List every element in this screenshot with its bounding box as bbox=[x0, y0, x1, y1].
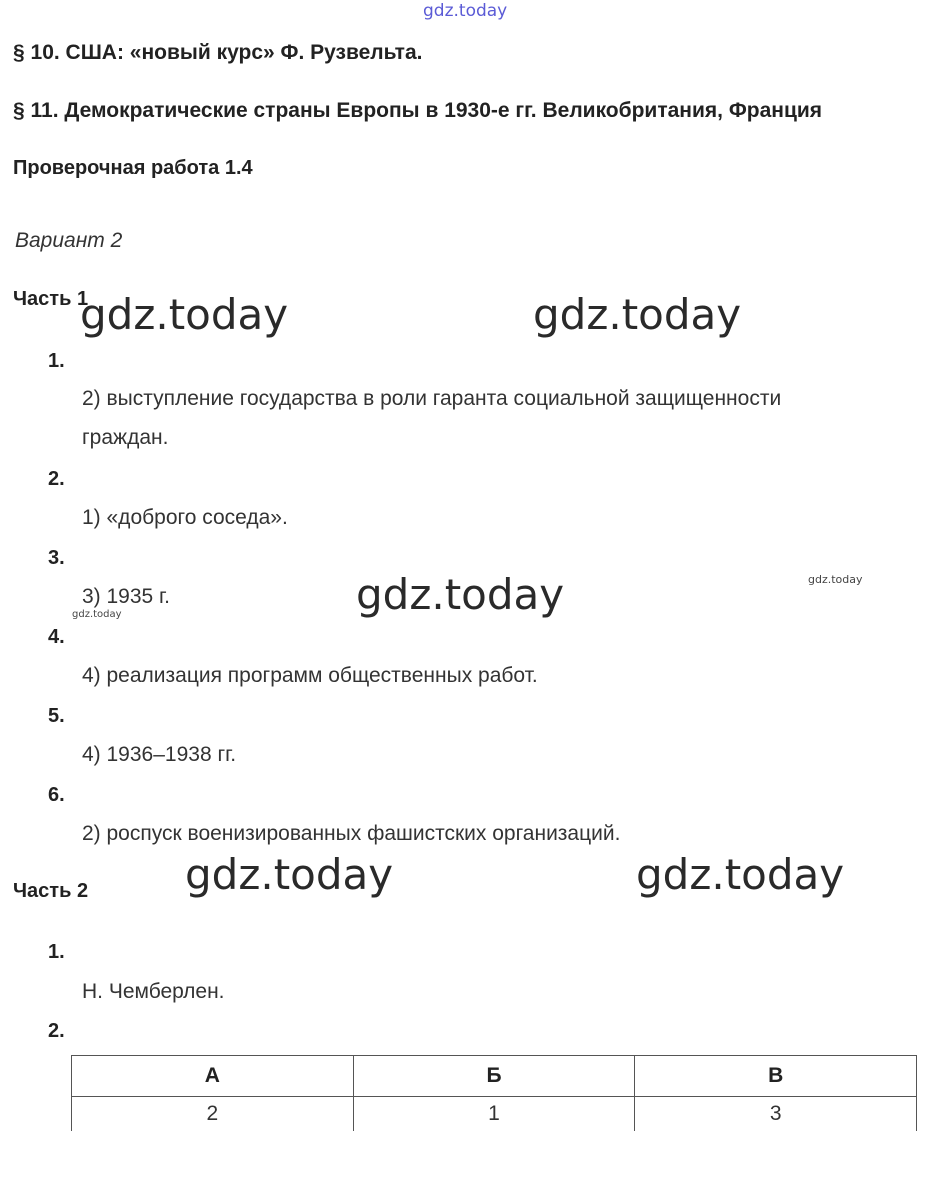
table-header-cell: В bbox=[635, 1056, 917, 1097]
question-number: 6. bbox=[48, 784, 65, 806]
table-cell: 1 bbox=[353, 1097, 635, 1132]
part-1-heading: Часть 1 bbox=[13, 288, 89, 310]
watermark: gdz.today bbox=[636, 850, 845, 899]
answer-text: 1) «доброго соседа». bbox=[82, 506, 288, 529]
table-header-cell: Б bbox=[353, 1056, 635, 1097]
section-10-heading: § 10. США: «новый курс» Ф. Рузвельта. bbox=[13, 41, 423, 64]
answer-table bbox=[71, 1055, 917, 1131]
answer-text: 3) 1935 г. bbox=[82, 585, 170, 608]
watermark: gdz.today bbox=[356, 570, 565, 619]
table-header-cell: А bbox=[72, 1056, 354, 1097]
question-number: 5. bbox=[48, 705, 65, 727]
question-number: 2. bbox=[48, 1020, 65, 1042]
table-row bbox=[72, 1097, 917, 1132]
watermark: gdz.today bbox=[80, 290, 289, 339]
answer-text: 2) роспуск военизированных фашистских организаций. bbox=[82, 822, 621, 845]
table-header-row bbox=[72, 1056, 917, 1097]
answer-text-continued: граждан. bbox=[82, 426, 169, 449]
part-2-heading: Часть 2 bbox=[13, 880, 89, 902]
question-number: 1. bbox=[48, 350, 65, 372]
question-number: 4. bbox=[48, 626, 65, 648]
table-cell: 2 bbox=[72, 1097, 354, 1132]
test-title: Проверочная работа 1.4 bbox=[13, 157, 253, 179]
answer-text: 4) 1936–1938 гг. bbox=[82, 743, 237, 766]
watermark-small: gdz.today bbox=[808, 573, 863, 586]
watermark-top: gdz.today bbox=[423, 1, 508, 21]
answer-text: 4) реализация программ общественных работ. bbox=[82, 664, 538, 687]
variant-label: Вариант 2 bbox=[15, 229, 123, 252]
question-number: 3. bbox=[48, 547, 65, 569]
watermark-small: gdz.today bbox=[72, 609, 122, 620]
section-11-heading: § 11. Демократические страны Европы в 1930-е гг. Великобритания, Франция bbox=[13, 99, 823, 122]
answer-text: Н. Чемберлен. bbox=[82, 980, 225, 1003]
watermark: gdz.today bbox=[185, 850, 394, 899]
question-number: 1. bbox=[48, 941, 65, 963]
table-cell: 3 bbox=[635, 1097, 917, 1132]
watermark: gdz.today bbox=[533, 290, 742, 339]
answer-text: 2) выступление государства в роли гаранта социальной защищенности bbox=[82, 387, 782, 410]
question-number: 2. bbox=[48, 468, 65, 490]
